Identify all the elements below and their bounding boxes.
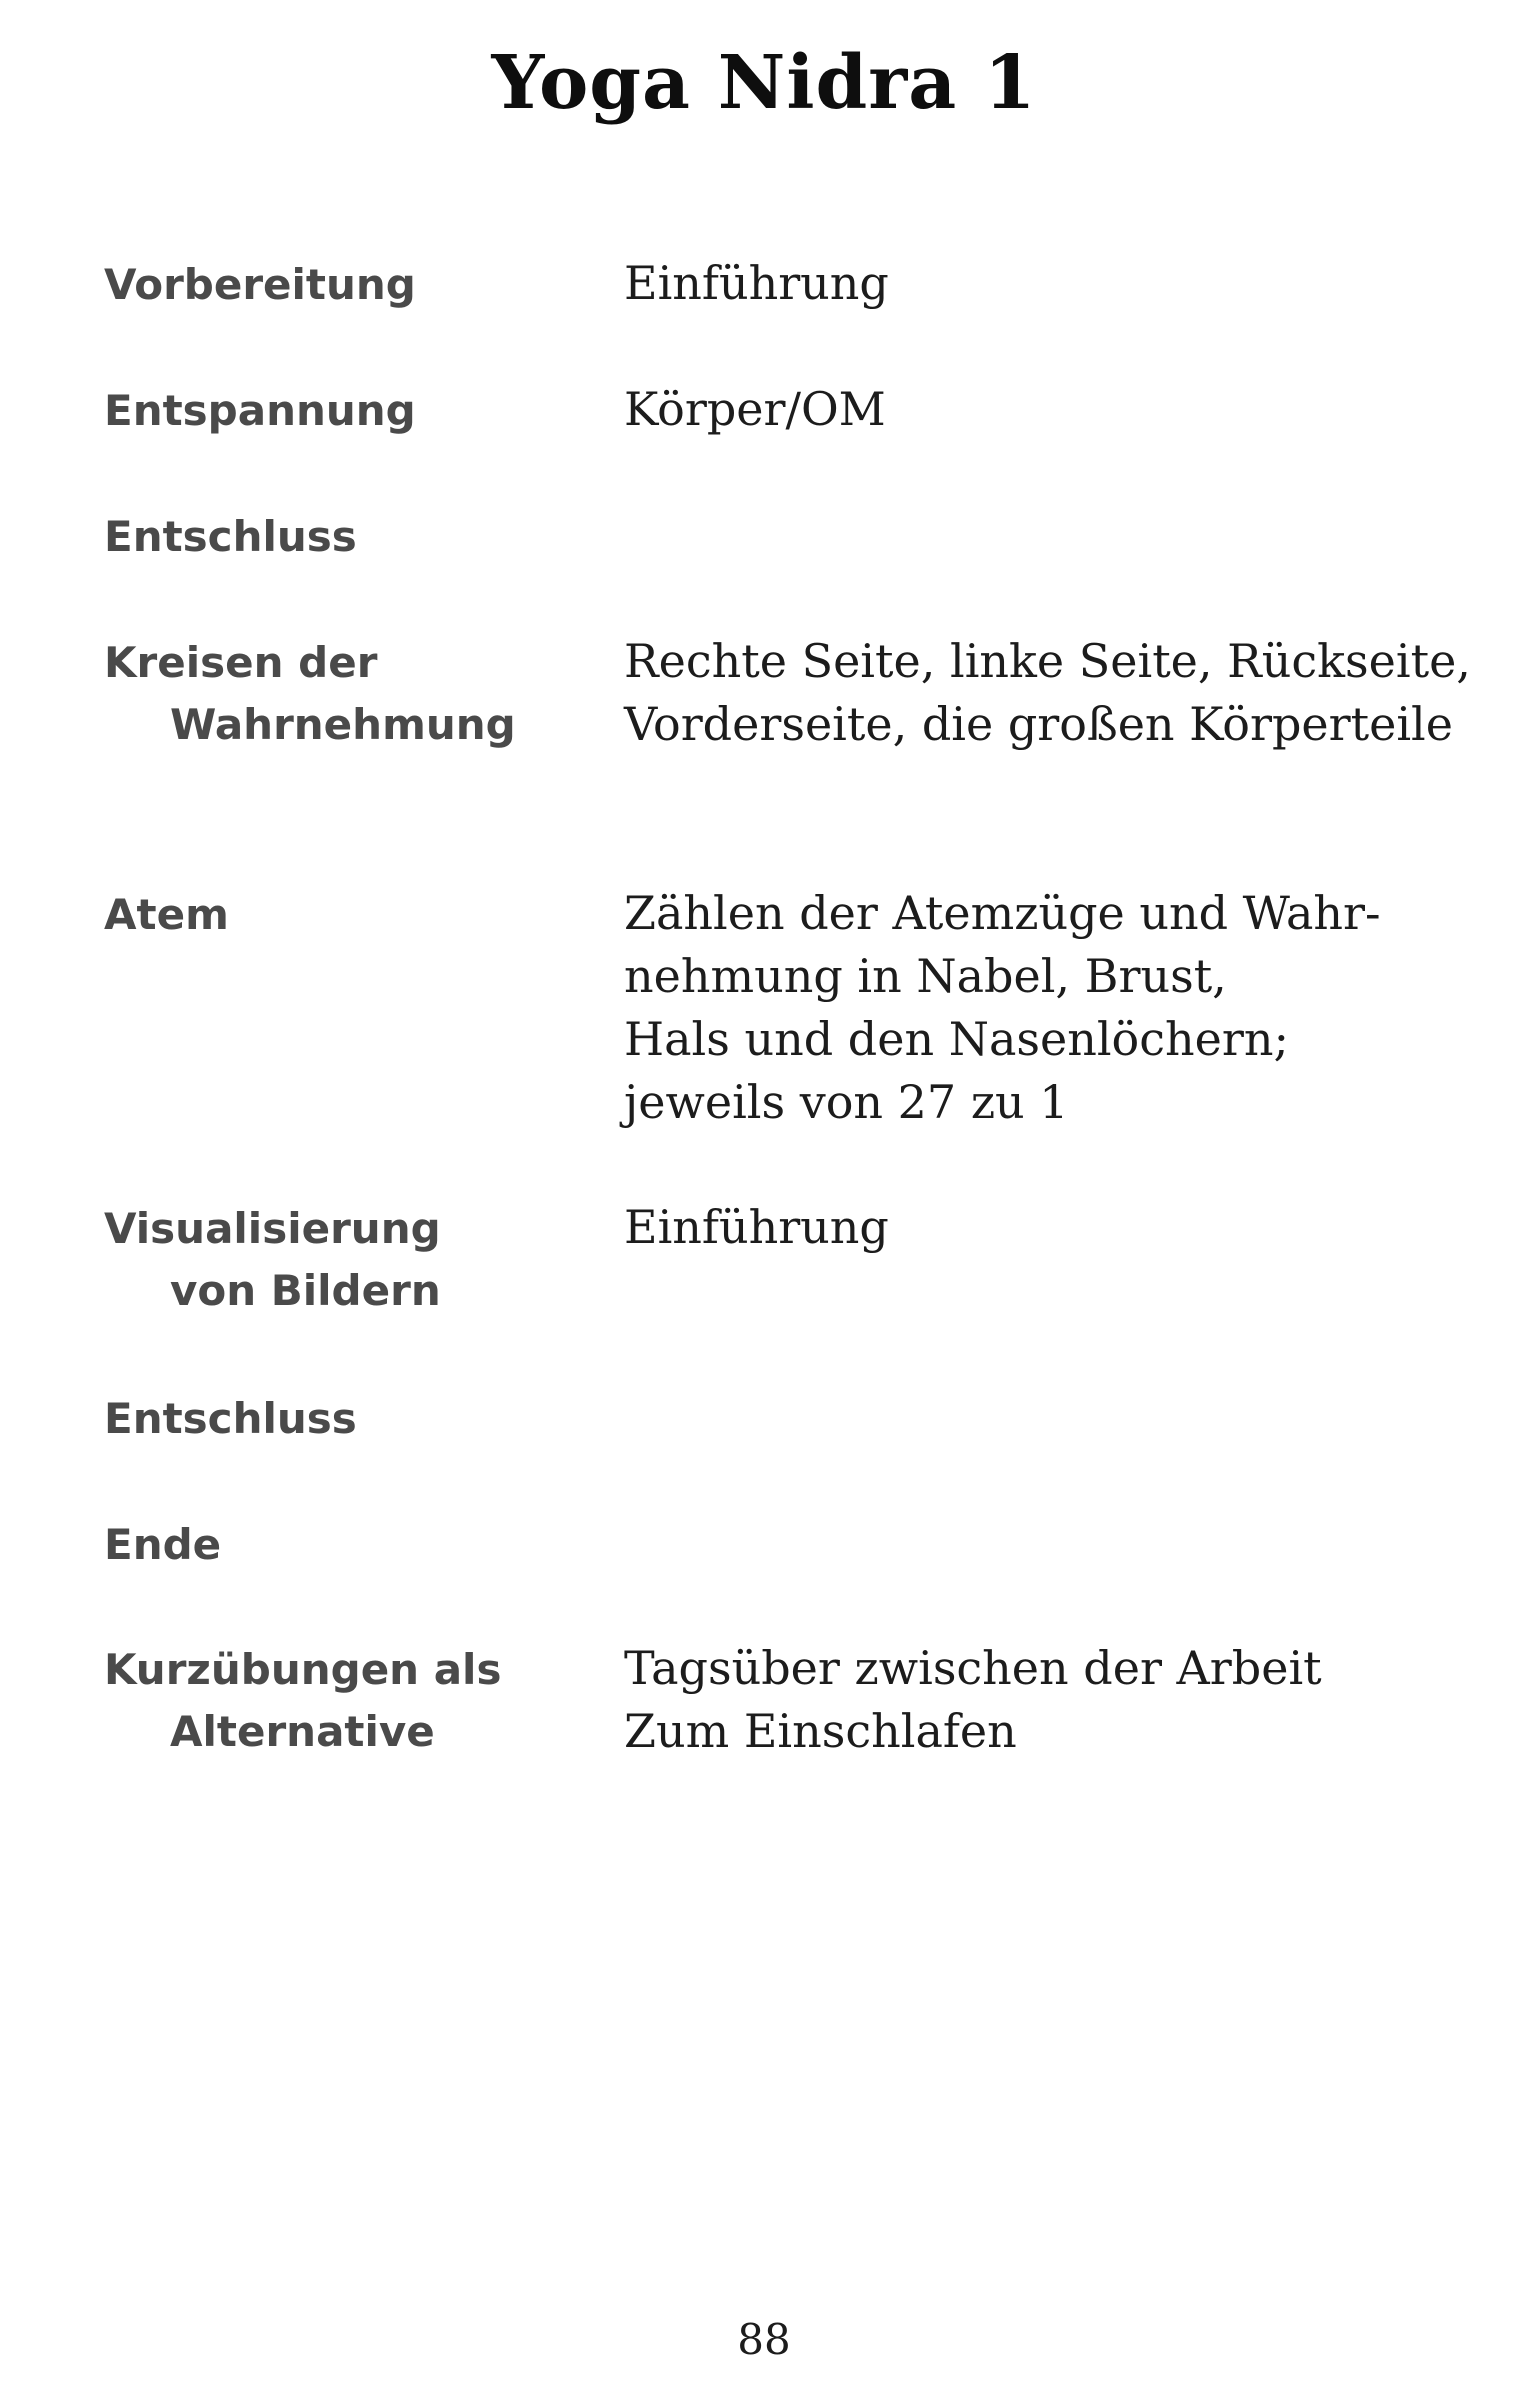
row-label-ende	[104, 1514, 584, 1576]
row-label-line: Kreisen der	[104, 638, 378, 687]
row-label-line: Entspannung	[104, 386, 416, 435]
row-value-line: Körper/OM	[624, 382, 886, 436]
row-value-atem	[624, 882, 1504, 1134]
row-value-entspannung	[624, 378, 1504, 441]
row-value-line: Rechte Seite, linke Seite, Rückseite,	[624, 634, 1471, 688]
row-label-line: Ende	[104, 1520, 222, 1569]
row-label-line: Atem	[104, 890, 229, 939]
row-label-line: Vorbereitung	[104, 260, 416, 309]
row-value-visualisierung-von-bildern	[624, 1196, 1504, 1259]
row-value-kurzuebungen-als-alternative	[624, 1637, 1504, 1763]
row-label-entschluss-2	[104, 1388, 584, 1450]
row-label-entspannung	[104, 380, 584, 442]
row-label-entschluss	[104, 506, 584, 568]
row-value-line: nehmung in Nabel, Brust,	[624, 949, 1227, 1003]
row-label-line: Kurzübungen als	[104, 1645, 502, 1694]
row-label-line: Alternative	[170, 1707, 435, 1756]
row-value-line: Einführung	[624, 256, 889, 310]
row-value-line: Hals und den Nasenlöchern;	[624, 1012, 1289, 1066]
row-label-kurzuebungen-als-alternative	[104, 1639, 584, 1763]
page-number: 88	[737, 2315, 791, 2364]
row-value-line: jeweils von 27 zu 1	[624, 1075, 1069, 1129]
row-label-line: Entschluss	[104, 512, 357, 561]
row-label-line: Visualisierung	[104, 1204, 441, 1253]
row-value-kreisen-der-wahrnehmung	[624, 630, 1504, 756]
row-value-vorbereitung	[624, 252, 1504, 315]
row-value-line: Vorderseite, die großen Körperteile	[624, 697, 1453, 751]
row-label-vorbereitung	[104, 254, 584, 316]
row-value-line: Tagsüber zwischen der Arbeit	[624, 1641, 1322, 1695]
row-label-line: von Bildern	[170, 1266, 441, 1315]
page-title: Yoga Nidra 1	[491, 40, 1037, 126]
row-label-line: Entschluss	[104, 1394, 357, 1443]
row-value-line: Zählen der Atemzüge und Wahr-	[624, 886, 1381, 940]
row-label-kreisen-der-wahrnehmung	[104, 632, 584, 756]
row-label-visualisierung-von-bildern	[104, 1198, 584, 1322]
row-label-atem	[104, 884, 584, 946]
row-value-line: Zum Einschlafen	[624, 1704, 1017, 1758]
row-value-line: Einführung	[624, 1200, 889, 1254]
row-label-line: Wahrnehmung	[170, 700, 516, 749]
